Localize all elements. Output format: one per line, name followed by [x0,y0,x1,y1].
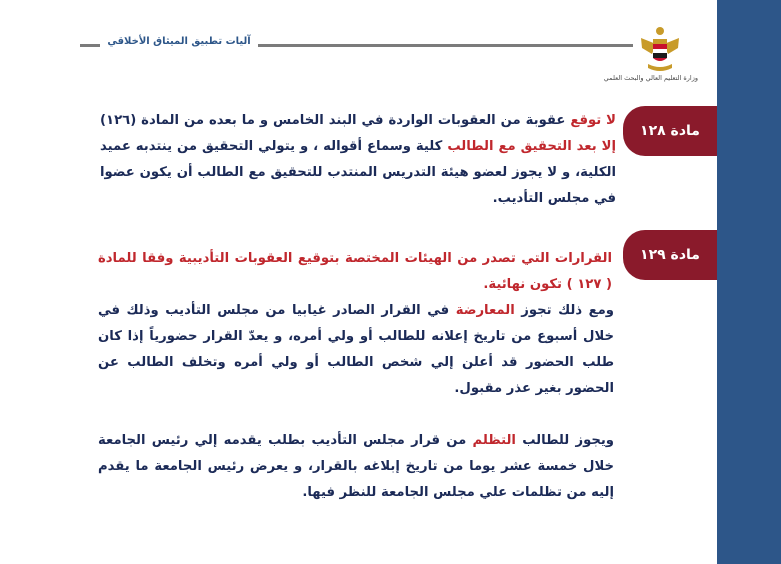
header-title: آليات تطبيق الميثاق الأخلاقي [107,36,251,47]
header-divider-left [80,44,100,47]
ministry-name: وزارة التعليم العالي والبحث العلمي [603,74,698,82]
highlight-text: المعارضة [455,303,515,318]
highlight-text: لا توقع [570,113,616,128]
article-129-paragraph-1: القرارات التي تصدر من الهيئات المختصة بتوقيع العقوبات التأديبية وفقا للمادة ( ١٢٧ ) تكون نهائية. [98,251,612,292]
article-129-decision [98,246,612,298]
tab-label: مادة ١٢٩ [640,247,700,263]
body-text: ويجوز للطالب [515,433,614,448]
article-128-body [100,108,616,212]
header-divider [258,44,633,47]
body-text: كلية وسماع أقواله ، و يتولي التحقيق من ينتدبه عميد الكلية، و لا يجوز لعضو هيئة التدريس المنتدب للتحقيق مع الطالب أن يكون عضوا في مجلس التأديب. [100,139,616,206]
tab-article-128 [623,106,717,156]
body-text: من قرار مجلس التأديب بطلب يقدمه إلي رئيس الجامعة خلال خمسة عشر يوما من تاريخ إبلاغه بالقرار، و يعرض رئيس الجامعة ما يقدم إليه من تظلمات علي مجلس الجامعة للنظر فيها. [98,433,614,500]
article-129-paragraph-2 [98,298,614,402]
highlight-text: إلا بعد التحقيق مع الطالب [447,139,616,154]
article-129-grievance [98,428,614,506]
body-text: في القرار الصادر غيابيا من مجلس التأديب وذلك في خلال أسبوع من تاريخ إعلانه للطالب أو ولي أمره، و يعدّ القرار حضورياً إذا كان طلب الحضور قد أعلن إلي شخص الطالب أو ولي أمره وتخلف الطالب عن الحضور بغير عذر مقبول. [98,303,614,396]
body-text: ومع ذلك تجوز [514,303,614,318]
tab-label: مادة ١٢٨ [640,123,700,139]
article-129-objection [98,298,614,402]
article-129-paragraph-3 [98,428,614,506]
side-band [717,0,781,564]
side-title [26,171,71,433]
article-128-paragraph [100,108,616,212]
egypt-eagle-emblem-icon [638,24,682,74]
highlight-text: التظلم [472,433,516,448]
body-text: عقوبة من العقوبات الواردة في البند الخامس و ما بعده من المادة (١٢٦) [100,113,571,128]
side-title-text: القوانين التي يخضع لها الطالب [38,171,59,433]
tab-article-129 [623,230,717,280]
